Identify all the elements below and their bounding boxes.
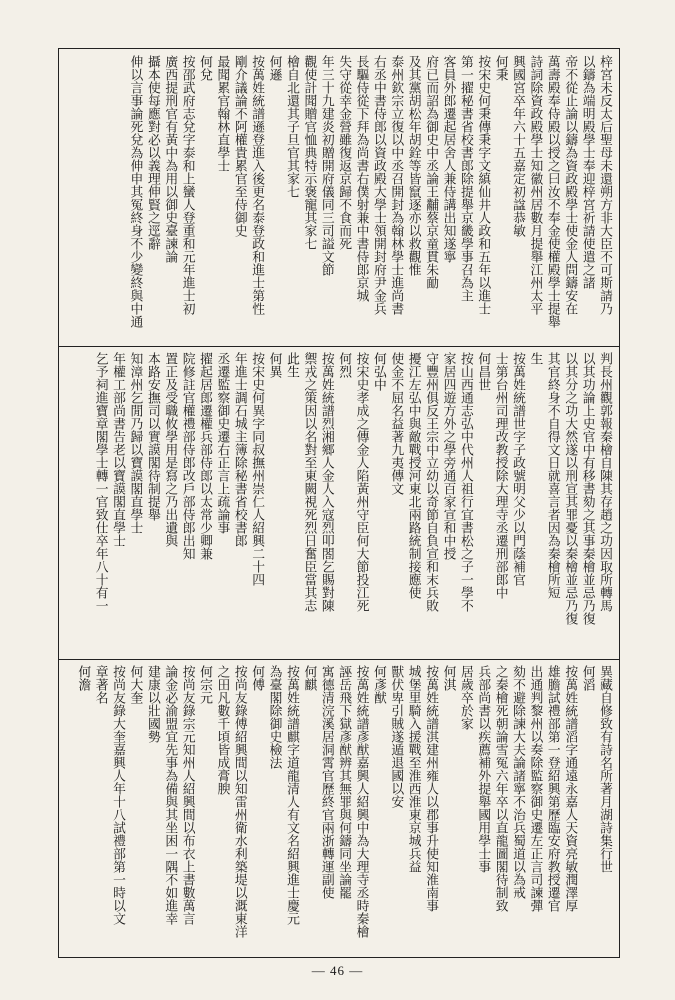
- text-column: 帝不從止論以鑄為資政殿學士使金人問鑄安在: [562, 55, 578, 315]
- text-column: 按萬姓統譜烈湘鄉人金人入寇烈叩閤乞賜對陳: [318, 352, 334, 612]
- text-column: 之田凡數千頃皆成膏腴: [214, 665, 230, 795]
- entry-heading: 何烈: [336, 352, 352, 378]
- text-column: 按山西通志弘中代州人祖行宜書松之子一學不: [457, 352, 473, 612]
- text-column: 院修註官權禮部侍郎改戶部侍郎出知: [179, 352, 195, 560]
- section-divider: [59, 659, 619, 660]
- text-column: 府已而詔為御史中丞論王黼蔡京童貫朱勔: [423, 55, 439, 289]
- text-block-middle: [65, 352, 613, 654]
- text-column: 年進士調石城主簿除秘書省校書郎: [231, 352, 247, 547]
- text-column: 擢起居郎遷權兵部侍郎以太常少卿兼: [197, 352, 213, 560]
- text-column: 檜自北還其子旦官其家七: [283, 55, 299, 198]
- text-column: 萬壽殿奉侍殿以授之曰汝不奉金使權殿學士提舉: [544, 55, 560, 328]
- text-column: 按萬姓統譜彥猷嘉興人紹興中為大理寺丞時秦檜: [353, 665, 369, 938]
- page-number: — 46 —: [311, 963, 364, 978]
- text-column: 按萬姓統譜滔字通遠永嘉人天資亮敏潤澤厚: [562, 665, 578, 912]
- text-column: 客員外郎遷起居舍人兼侍講出知遂寧: [440, 55, 456, 263]
- text-column: 城堡里騎入援戰至淮西淮東京城兵益: [405, 665, 421, 873]
- text-column: 出通判黎州以奏除監察御史遷左正言司諫彈: [527, 665, 543, 912]
- text-column: 以其分之功大然遂以刑宣其罪憂以秦檜並忌乃復: [562, 352, 578, 625]
- text-column: 居歲卒於家: [457, 665, 473, 730]
- text-column: 按宋史何異字同叔撫州崇仁人紹興二十四: [249, 352, 265, 586]
- text-column: 以其功論上史官中有移書劾之其事秦檜並忌乃復: [579, 352, 595, 625]
- entry-heading: 何彥猷: [370, 665, 386, 704]
- text-column: 按萬姓統譜世字子政號明父少以門蔭補官: [510, 352, 526, 586]
- text-column: 乞予祠進寶章閣學士轉一官致仕卒年八十有一: [92, 352, 108, 612]
- text-block-top: [65, 55, 613, 341]
- text-column: 按萬姓統譜淇建州雍人以郡事升使知淮南事: [423, 665, 439, 912]
- text-column: 誣岳飛下獄彥猷辨其無罪與何鑄同坐論罷: [336, 665, 352, 899]
- text-column: 守豐州俱反王宗中立幼以奇節自負宣和末兵敗: [423, 352, 439, 612]
- text-column: 按邵武府志兌字泰和上蠻人登重和元年進士初: [179, 55, 195, 315]
- text-column: 按宋史孝成之傳金人陷黃州守臣何大節投江死: [353, 352, 369, 612]
- text-column: 按尚友錄宗元知州人紹興間以布衣上書數萬言: [179, 665, 195, 925]
- text-column: 本路安撫司以實謨閣待制提舉: [144, 352, 160, 521]
- text-column: 按尚友錄傅紹興間以知雷州衛水利築堤以溉東洋: [231, 665, 247, 938]
- entry-heading: 章著名: [92, 665, 108, 704]
- text-column: 之秦檜死朝論雪冤六年卒以直龍圖閣待制致: [492, 665, 508, 912]
- text-column: 失守從幸金營雖復返京歸不食而死: [336, 55, 352, 250]
- entry-heading: 何澹: [75, 665, 91, 691]
- entry-heading: 何遜: [266, 55, 282, 81]
- text-column: 年三十九建炎初贈開府儀同三司謚文節: [318, 55, 334, 276]
- entry-heading: 何昌世: [475, 352, 491, 391]
- text-column: 雄膽試禮部第一登紹興第歷臨安府教授遷官: [544, 665, 560, 912]
- entry-heading: 何麒: [301, 665, 317, 691]
- entry-heading: 此生: [283, 352, 299, 378]
- text-column: 為臺閣除御史檢法: [266, 665, 282, 769]
- text-column: 士第台州司理改教授除大理寺丞遷刑部郎中: [492, 352, 508, 599]
- entry-heading: 何宗元: [197, 665, 213, 704]
- text-frame: [58, 48, 620, 958]
- text-column: 長驅侍從下拜為尚書右僕射兼中書侍郎京城: [353, 55, 369, 302]
- text-column: 寓德清浣溪居洞霄官歷終官兩浙轉運副使: [318, 665, 334, 899]
- text-column: 獸伏卑引賊遂遁退國以安: [388, 665, 404, 808]
- text-column: 知漳州乞閒乃歸以寶謨閣直學士: [127, 352, 143, 534]
- text-column: 泰州欽宗立復以中丞召開封為翰林學士進尚書: [388, 55, 404, 315]
- text-column: 廣西提刑官有黃中為用以御史臺諫論: [162, 55, 178, 263]
- text-column: 使金不屈名益著九夷傳文: [388, 352, 404, 495]
- entry-heading: 生: [527, 352, 543, 365]
- text-column: 詩詞除資政殿學士知徽州居數月提舉江州太平: [527, 55, 543, 315]
- entry-heading: 何滔: [579, 665, 595, 691]
- text-column: 置正及受職攸學用是寫之乃出遺與: [162, 352, 178, 547]
- text-column: 剛介議論不阿權貴累官至侍御史: [231, 55, 247, 237]
- text-column: 右丞中書侍郎以資政殿大學士領開封府尹金兵: [370, 55, 386, 315]
- text-column: 擾江左弘中與敵戰授河東北兩路統制接應使: [405, 352, 421, 599]
- text-column: 家居四遊方外之學旁通百家宣和中授: [440, 352, 456, 560]
- text-column: 兵部尚書以疾薦補外提舉國用學士事: [475, 665, 491, 873]
- entry-heading: 何淇: [440, 665, 456, 691]
- text-column: 按尚友錄大奎嘉興人年十八試禮部第一時以文: [110, 665, 126, 925]
- text-column: 論金必渝盟宜先事為備與其坐困一隅不如進幸: [162, 665, 178, 925]
- text-column: 梓宮未反太后聖母未還朔方非大臣不可斯請乃: [597, 55, 612, 315]
- entry-heading: 何大奎: [127, 665, 143, 704]
- text-column: 按萬姓統譜遜登進入後更名泰登政和進士第性: [249, 55, 265, 315]
- entry-heading: 何弘中: [370, 352, 386, 391]
- text-column: 興國宮卒年六十五嘉定初諡恭敏: [510, 55, 526, 237]
- text-column: 其官終身不自得文日就喜言者因為秦檜所短: [544, 352, 560, 599]
- text-column: 按萬姓統譜麒字道龍清人有文名紹興進士慶元: [283, 665, 299, 925]
- text-column: 判長州觀郭報秦檜自陳其存趙之功因取所轉馬: [597, 352, 612, 612]
- text-column: 年權工部尚書告老以寶謨閣直學士: [110, 352, 126, 547]
- entry-heading: 何秉: [492, 55, 508, 81]
- text-column: 第一擢秘書省校書郎除提舉京畿學事召為主: [457, 55, 473, 302]
- text-column: 建康以壯國勢: [144, 665, 160, 743]
- text-column: 禦戎之策因以名對至東闕視死烈日奮臣當其志: [301, 352, 317, 612]
- text-column: 伸以言事論死兌為伸申其冤終身不少變終與中通: [127, 55, 143, 328]
- text-column: 異藏自修致有詩名所著月湖詩集行世: [597, 665, 612, 873]
- text-column: 攝本使每應對必以義理伸賢之逕辭: [144, 55, 160, 250]
- text-column: 丞遷監察御史遷右正言上疏論事: [214, 352, 230, 534]
- entry-heading: 何兌: [197, 55, 213, 81]
- text-column: 觀使計聞贈官恤典特示褒寵其家七: [301, 55, 317, 250]
- text-column: 以鑄為端明殿學士奉迎梓宮祈請使遣之諸: [579, 55, 595, 289]
- text-block-bottom: [65, 665, 613, 951]
- text-column: 按宋史何秉傳秉字文縝仙井人政和五年以進士: [475, 55, 491, 315]
- text-column: 劾不避除諫大夫論諸寧不治兵蜀道以為戒: [510, 665, 526, 899]
- text-column: 及其黨胡松年胡銓等皆竄逐亦以救觀惟: [405, 55, 421, 276]
- text-column: 最聞累官翰林直學士: [214, 55, 230, 172]
- entry-heading: 何傅: [249, 665, 265, 691]
- section-divider: [59, 346, 619, 347]
- entry-heading: 何異: [266, 352, 282, 378]
